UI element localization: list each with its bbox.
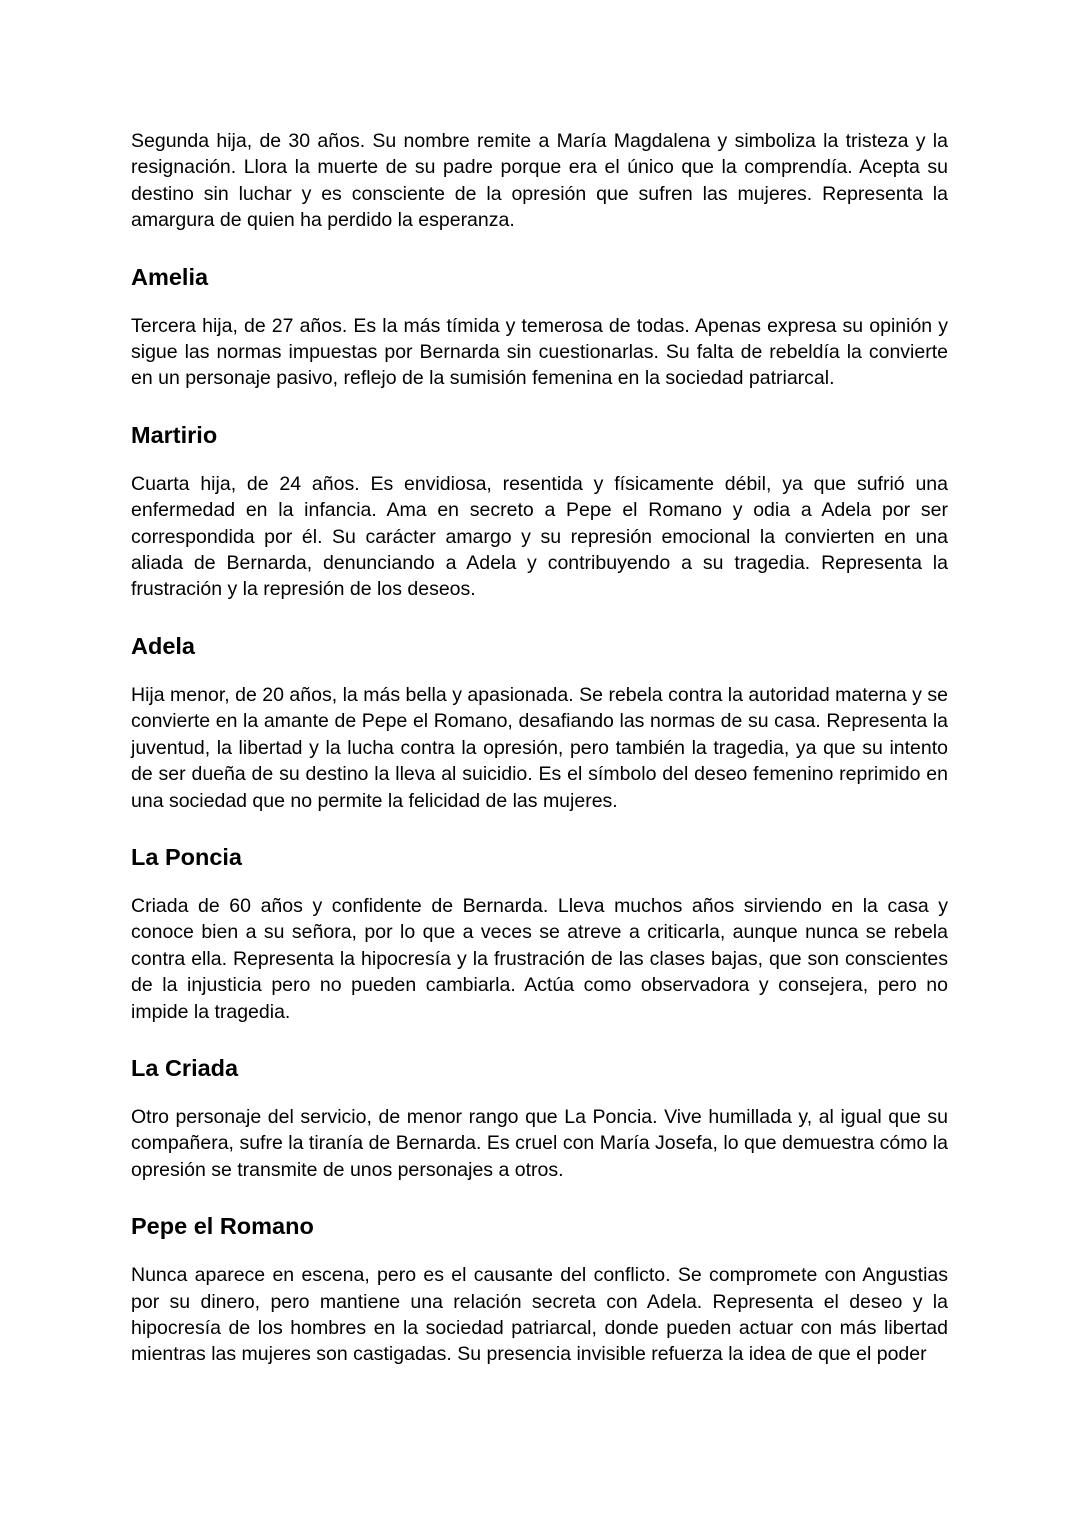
paragraph-pepe-el-romano: Nunca aparece en escena, pero es el causante del conflicto. Se compromete con Angustias por su dinero, pero mantiene una relación secreta con Adela. Representa el deseo y la hipocresía de los hombres en la sociedad patriarcal, donde pueden actuar con más libertad mientras las mujeres son castigadas. Su presencia invisible refuerza la idea de que el poder: [131, 1264, 948, 1366]
heading-pepe-el-romano: Pepe el Romano: [131, 1213, 314, 1240]
heading-la-criada: La Criada: [131, 1054, 239, 1081]
heading-adela: Adela: [131, 632, 195, 659]
heading-la-poncia: La Poncia: [131, 843, 243, 870]
paragraph-la-poncia: Criada de 60 años y confidente de Bernarda. Lleva muchos años sirviendo en la casa y conoce bien a su señora, por lo que a veces se atreve a criticarla, aunque nunca se rebela contra ella. Representa la hipocresía y la frustración de las clases bajas, que son conscientes de la injusticia pero no pueden cambiarla. Actúa como observadora y consejera, pero no impide la tragedia.: [131, 894, 948, 1023]
document-page: [131, 128, 948, 1368]
intro-paragraph: Segunda hija, de 30 años. Su nombre remite a María Magdalena y simboliza la tristeza y la resignación. Llora la muerte de su padre porque era el único que la comprendía. Acepta su destino sin luchar y es consciente de la opresión que sufren las mujeres. Representa la amargura de quien ha perdido la esperanza.: [131, 130, 948, 232]
paragraph-la-criada: Otro personaje del servicio, de menor rango que La Poncia. Vive humillada y, al igual que su compañera, sufre la tiranía de Bernarda. Es cruel con María Josefa, lo que demuestra cómo la opresión se transmite de unos personajes a otros.: [131, 1105, 948, 1181]
paragraph-martirio: Cuarta hija, de 24 años. Es envidiosa, resentida y físicamente débil, ya que sufrió una enfermedad en la infancia. Ama en secreto a Pepe el Romano y odia a Adela por ser correspondida por él. Su carácter amargo y su represión emocional la convierten en una aliada de Bernarda, denunciando a Adela y contribuyendo a su tragedia. Representa la frustración y la represión de los deseos.: [131, 472, 948, 601]
paragraph-amelia: Tercera hija, de 27 años. Es la más tímida y temerosa de todas. Apenas expresa su opinión y sigue las normas impuestas por Bernarda sin cuestionarlas. Su falta de rebeldía la convierte en un personaje pasivo, reflejo de la sumisión femenina en la sociedad patriarcal.: [131, 314, 948, 390]
paragraph-adela: Hija menor, de 20 años, la más bella y apasionada. Se rebela contra la autoridad materna y se convierte en la amante de Pepe el Romano, desafiando las normas de su casa. Representa la juventud, la libertad y la lucha contra la opresión, pero también la tragedia, ya que su intento de ser dueña de su destino la lleva al suicidio. Es el símbolo del deseo femenino reprimido en una sociedad que no permite la felicidad de las mujeres.: [131, 683, 948, 812]
heading-martirio: Martirio: [131, 421, 218, 448]
heading-amelia: Amelia: [131, 263, 209, 290]
